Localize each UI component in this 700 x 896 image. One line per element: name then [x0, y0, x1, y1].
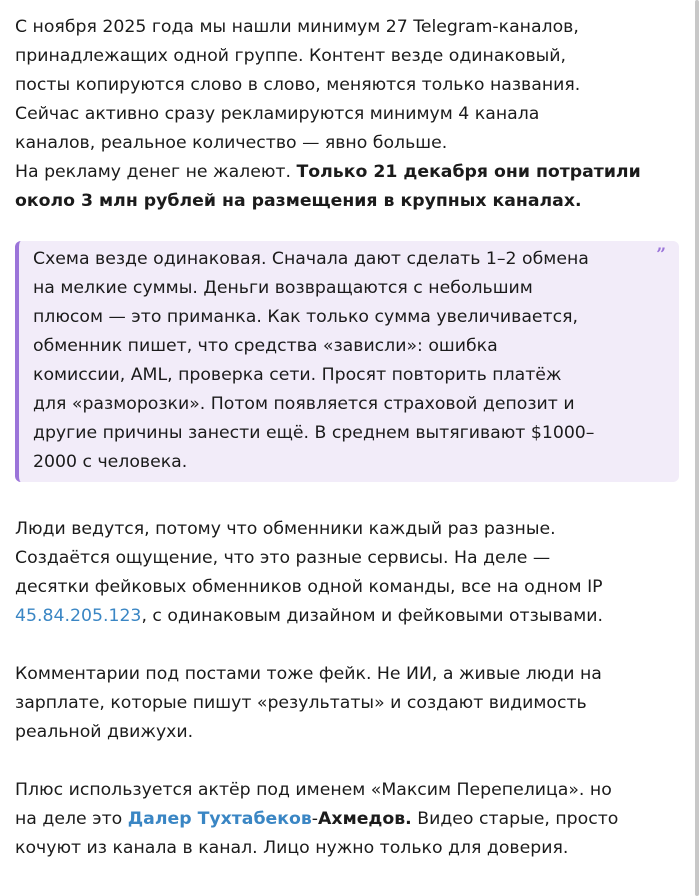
text-line: десятки фейковых обменников одной команды, все на одном IP [15, 577, 603, 597]
text-line [15, 158, 685, 187]
quote-line: плюсом — это приманка. Как только сумма увеличивается, [33, 307, 579, 327]
text-line: реальной движухи. [15, 722, 194, 742]
quote-icon: ” [656, 245, 666, 265]
quote-line: на мелкие суммы. Деньги возвращаются с небольшим [33, 278, 533, 298]
scrollbar-thumb[interactable] [695, 0, 699, 896]
message-body [15, 13, 685, 863]
ip-link[interactable]: 45.84.205.123 [15, 606, 142, 626]
quote-line: комиссии, AML, проверка сети. Просят повторить платёж [33, 365, 562, 385]
text-bold: около 3 млн рублей на размещения в крупных каналах. [15, 191, 582, 211]
paragraph-comments [15, 660, 685, 747]
paragraph-exchangers [15, 515, 685, 631]
text-line [15, 187, 685, 216]
text-regular: Видео старые, просто [411, 809, 619, 829]
text-line: посты копируются слово в слово, меняются только названия. [15, 75, 581, 95]
text-line: зарплате, которые пишут «результаты» и создают видимость [15, 693, 587, 713]
quote-line: для «разморозки». Потом появляется страховой депозит и [33, 394, 575, 414]
text-line: С ноября 2025 года мы нашли минимум 27 Telegram-каналов, [15, 17, 579, 37]
text-line: принадлежащих одной группе. Контент везде одинаковый, [15, 46, 566, 66]
text-line [15, 805, 685, 834]
text-bold: Ахмедов. [318, 809, 412, 829]
text-line: Сейчас активно сразу рекламируются минимум 4 канала [15, 104, 540, 124]
quote-line: обменник пишет, что средства «зависли»: ошибка [33, 336, 498, 356]
text-line: Люди ведутся, потому что обменники каждый раз разные. [15, 519, 556, 539]
blockquote [15, 241, 679, 482]
text-line [15, 602, 685, 631]
text-line: Плюс используется актёр под именем «Максим Перепелица». но [15, 780, 612, 800]
text-line: Комментарии под постами тоже фейк. Не ИИ, а живые люди на [15, 664, 602, 684]
text-line: Создаётся ощущение, что это разные сервисы. На деле — [15, 548, 551, 568]
text-regular: - [311, 809, 319, 829]
text-regular: на деле это [15, 809, 128, 829]
paragraph-intro [15, 13, 685, 216]
text-line: кочуют из канала в канал. Лицо нужно только для доверия. [15, 838, 569, 858]
quote-line: другие причины занести ещё. В среднем вытягивают $1000– [33, 423, 595, 443]
text-bold: Только 21 декабря они потратили [296, 162, 641, 182]
text-regular: На рекламу денег не жалеют. [15, 162, 297, 182]
quote-line: Схема везде одинаковая. Сначала дают сделать 1–2 обмена [33, 249, 589, 269]
person-link[interactable]: Далер Тухтабеков [127, 809, 312, 829]
text-line: каналов, реальное количество — явно больше. [15, 133, 448, 153]
paragraph-actor [15, 776, 685, 863]
scrollbar[interactable] [694, 0, 700, 896]
quote-line: 2000 с человека. [33, 452, 188, 472]
text-regular: , с одинаковым дизайном и фейковыми отзывами. [141, 606, 603, 626]
